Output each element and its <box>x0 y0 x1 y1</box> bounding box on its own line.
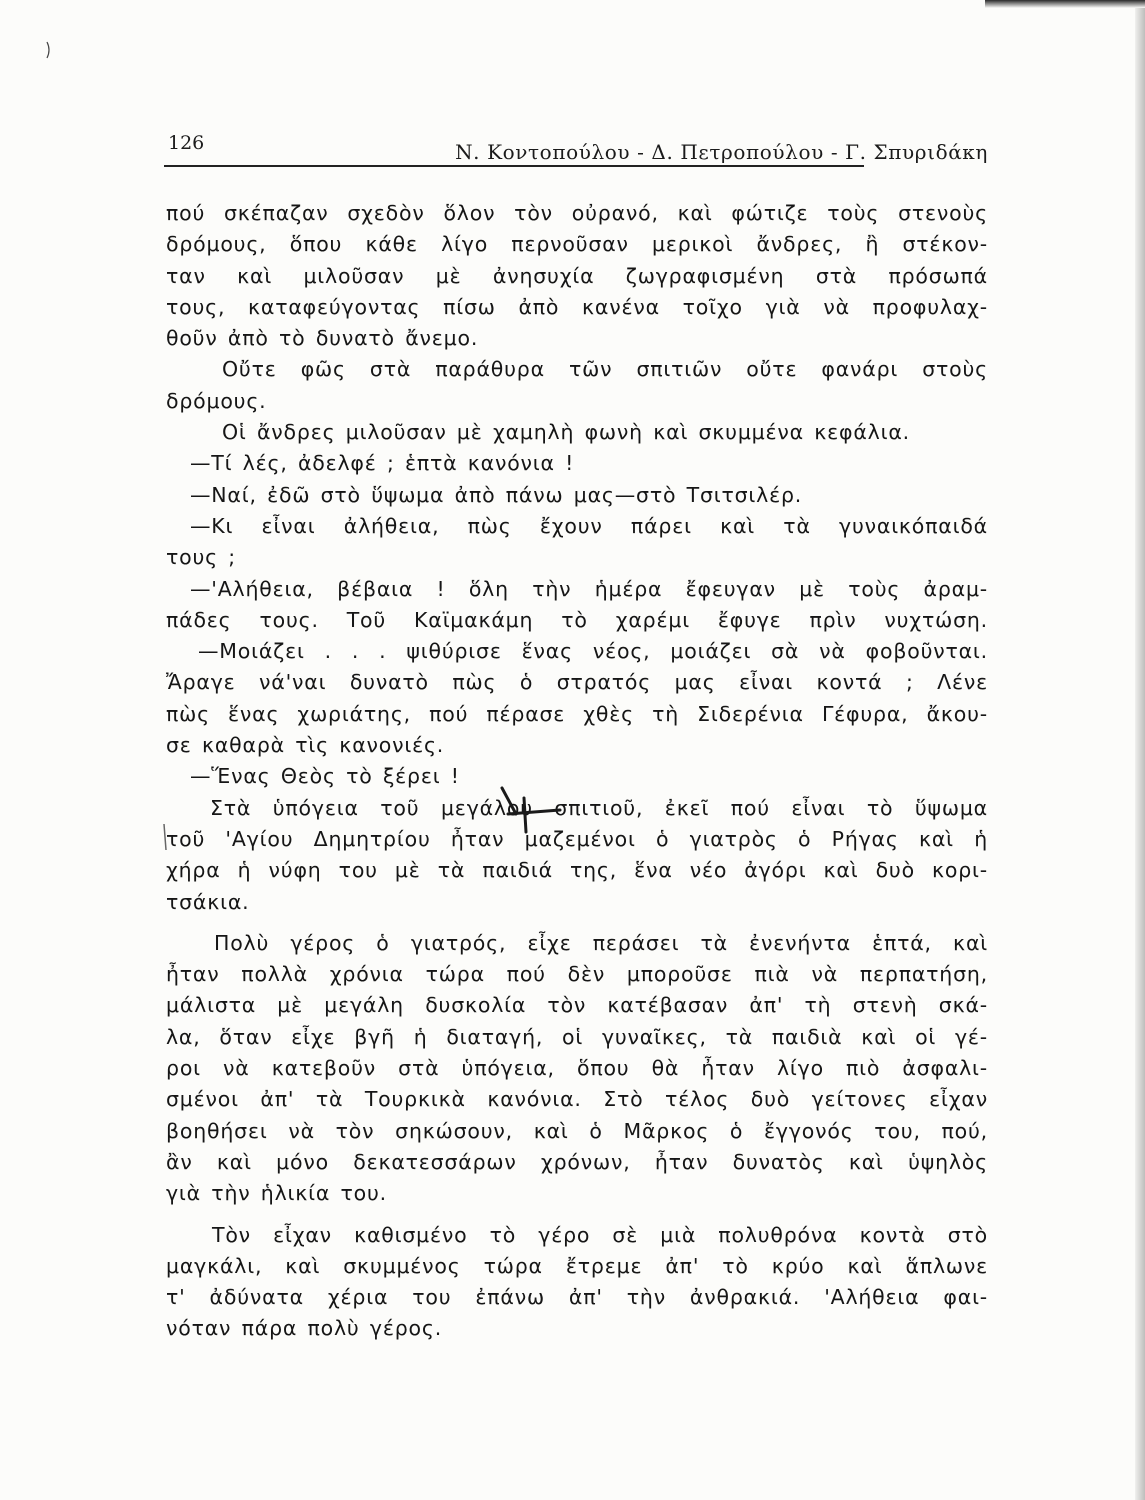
text-line: τ' ἀδύνατα χέρια του ἐπάνω ἀπ' τὴν ἀνθρακιά. 'Αλήθεια φαι- <box>166 1285 988 1310</box>
text-line: Ἄραγε νά'ναι δυνατὸ πὼς ὁ στρατός μας εἶναι κοντά ; Λένε <box>166 670 988 695</box>
text-line: θοῦν ἀπὸ τὸ δυνατὸ ἄνεμο. <box>166 326 479 351</box>
text-line: —'Αλήθεια, βέβαια ! ὅλη τὴν ἡμέρα ἔφευγαν μὲ τοὺς ἀραμ- <box>190 576 988 601</box>
text-line: νόταν πάρα πολὺ γέρος. <box>166 1316 443 1341</box>
text-line: —Ἕνας Θεὸς τὸ ξέρει ! <box>190 764 460 789</box>
text-line: πάδες τους. Τοῦ Καϊμακάμη τὸ χαρέμι ἔφυγε πρὶν νυχτώση. <box>166 607 988 632</box>
text-line: χήρα ἡ νύφη του μὲ τὰ παιδιά της, ἕνα νέο ἀγόρι καὶ δυὸ κορι- <box>166 858 988 883</box>
text-line: σε καθαρὰ τὶς κανονιές. <box>166 733 445 758</box>
corner-shadow <box>985 0 1145 8</box>
page-edge-shadow <box>1135 0 1145 1500</box>
text-line: —Μοιάζει . . . ψιθύρισε ἕνας νέος, μοιάζει σὰ νὰ φοβοῦνται. <box>198 639 988 664</box>
text-line: Οἱ ἄνδρες μιλοῦσαν μὲ χαμηλὴ φωνὴ καὶ σκυμμένα κεφάλια. <box>222 420 910 445</box>
text-line: Τὸν εἶχαν καθισμένο τὸ γέρο σὲ μιὰ πολυθρόνα κοντὰ στὸ <box>212 1222 988 1247</box>
text-line: βοηθήσει νὰ τὸν σηκώσουν, καὶ ὁ Μᾶρκος ὁ ἔγγονός του, πού, <box>166 1118 988 1143</box>
text-line: —Ναί, ἐδῶ στὸ ὕψωμα ἀπὸ πάνω μας—στὸ Τσιτσιλέρ. <box>190 482 803 507</box>
margin-stroke-icon <box>44 40 54 60</box>
header-rule <box>164 165 864 167</box>
text-line: ἂν καὶ μόνο δεκατεσσάρων χρόνων, ἦταν δυνατὸς καὶ ὑψηλὸς <box>166 1149 988 1174</box>
text-line: —Τί λές, ἀδελφέ ; ἑπτὰ κανόνια ! <box>190 451 575 476</box>
text-line: δρόμους, ὅπου κάθε λίγο περνοῦσαν μερικοὶ ἄνδρες, ἢ στέκον- <box>166 232 988 257</box>
text-line: τσάκια. <box>166 889 250 914</box>
text-line: μάλιστα μὲ μεγάλη δυσκολία τὸν κατέβασαν ἀπ' τὴ στενὴ σκά- <box>166 993 988 1018</box>
text-line: τοῦ 'Αγίου Δημητρίου ἦταν μαζεμένοι ὁ γιατρὸς ὁ Ρήγας καὶ ἡ <box>166 826 988 851</box>
text-line: δρόμους. <box>166 388 267 413</box>
text-line: ροι νὰ κατεβοῦν στὰ ὑπόγεια, ὅπου θὰ ἦταν λίγο πιὸ ἀσφαλι- <box>166 1056 988 1081</box>
text-line: λα, ὅταν εἶχε βγῆ ἡ διαταγή, οἱ γυναῖκες, τὰ παιδιὰ καὶ οἱ γέ- <box>166 1024 988 1049</box>
handwritten-mark-icon <box>468 770 568 840</box>
text-line: Πολὺ γέρος ὁ γιατρός, εἶχε περάσει τὰ ἐνενήντα ἑπτά, καὶ <box>214 930 988 955</box>
text-line: —Κι εἶναι ἀλήθεια, πὼς ἔχουν πάρει καὶ τὰ γυναικόπαιδά <box>190 513 988 538</box>
text-line: τους, καταφεύγοντας πίσω ἀπὸ κανένα τοῖχο γιὰ νὰ προφυλαχ- <box>166 294 988 319</box>
text-line: πού σκέπαζαν σχεδὸν ὅλον τὸν οὐρανό, καὶ φώτιζε τοὺς στενοὺς <box>166 201 988 225</box>
running-head-authors: Ν. Κοντοπούλου - Δ. Πετροπούλου - Γ. Σπυριδάκη <box>455 140 988 164</box>
text-line: σμένοι ἀπ' τὰ Τουρκικὰ κανόνια. Στὸ τέλος δυὸ γείτονες εἶχαν <box>166 1087 988 1112</box>
margin-tick-icon <box>162 822 168 852</box>
text-line: μαγκάλι, καὶ σκυμμένος τώρα ἔτρεμε ἀπ' τὸ κρύο καὶ ἅπλωνε <box>166 1253 988 1278</box>
text-line: Στὰ ὑπόγεια τοῦ μεγάλου σπιτιοῦ, ἐκεῖ πού εἶναι τὸ ὕψωμα <box>210 795 988 820</box>
text-line: τους ; <box>166 545 237 570</box>
text-line: πὼς ἕνας χωριάτης, πού πέρασε χθὲς τὴ Σιδερένια Γέφυρα, ἄκου- <box>166 701 988 726</box>
body-text <box>166 198 988 1345</box>
text-line: ταν καὶ μιλοῦσαν μὲ ἀνησυχία ζωγραφισμένη στὰ πρόσωπά <box>166 263 988 288</box>
page-number: 126 <box>168 132 205 154</box>
text-line: ἦταν πολλὰ χρόνια τώρα πού δὲν μποροῦσε πιὰ νὰ περπατήση, <box>166 962 988 987</box>
text-line: γιὰ τὴν ἡλικία του. <box>166 1181 387 1206</box>
running-header <box>168 128 988 168</box>
text-line: Οὔτε φῶς στὰ παράθυρα τῶν σπιτιῶν οὔτε φανάρι στοὺς <box>222 357 988 382</box>
